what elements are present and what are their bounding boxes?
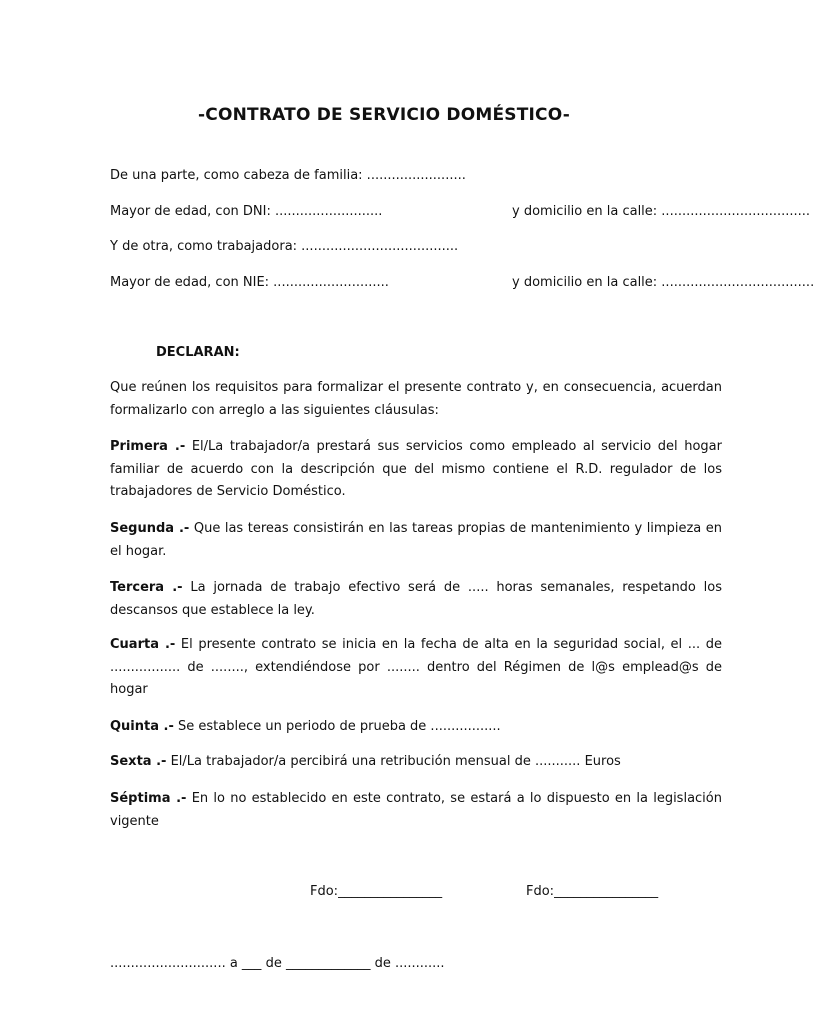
party1-dni-field: Mayor de edad, con DNI: .......................... (110, 204, 383, 219)
signature-worker: Fdo:________________ (526, 884, 659, 899)
clause-fourth-text: El presente contrato se inicia en la fecha de alta en la seguridad social, el ... de ................. de ........, extendiéndose por ........ dentro del Régimen de l@s emplead@s de hogar (110, 637, 723, 697)
clause-seventh-label: Séptima .- (110, 791, 187, 806)
clause-fourth-label: Cuarta .- (110, 637, 176, 652)
clause-seventh-text: En lo no establecido en este contrato, se estará a lo dispuesto en la legislación vigente (110, 791, 722, 829)
clause-fifth (110, 716, 722, 739)
clause-third-label: Tercera .- (110, 580, 183, 595)
clause-second-text: Que las tereas consistirán en las tareas propias de mantenimiento y limpieza en el hogar. (110, 521, 722, 559)
clause-first-label: Primera .- (110, 439, 186, 454)
party-head-of-family-line: De una parte, como cabeza de familia: ........................ (110, 168, 466, 183)
declare-heading: DECLARAN: (156, 345, 240, 360)
clause-second-label: Segunda .- (110, 521, 190, 536)
party1-id-line (110, 204, 811, 219)
party1-address-field: y domicilio en la calle: .................................... (512, 204, 811, 219)
party2-nie-field: Mayor de edad, con NIE: ............................ (110, 275, 389, 290)
clause-sixth-text: El/La trabajador/a percibirá una retribución mensual de ........... Euros (170, 754, 621, 769)
signature-employer: Fdo:________________ (310, 884, 443, 899)
clause-third-text: La jornada de trabajo efectivo será de ..... horas semanales, respetando los descansos que establece la ley. (110, 580, 722, 618)
party-worker-line: Y de otra, como trabajadora: ...................................... (110, 239, 459, 254)
clause-first (110, 436, 722, 504)
clause-second (110, 518, 722, 563)
clause-fourth (110, 634, 722, 702)
clause-fifth-text: Se establece un periodo de prueba de ................. (178, 719, 501, 734)
clause-seventh (110, 788, 722, 833)
clause-first-text: El/La trabajador/a prestará sus servicios como empleado al servicio del hogar familiar de acuerdo con la descripción que del mismo contiene el R.D. regulador de los trabajadores de Servicio Doméstico. (110, 439, 722, 499)
clause-fifth-label: Quinta .- (110, 719, 174, 734)
intro-paragraph: Que reúnen los requisitos para formalizar el presente contrato y, en consecuencia, acuerdan formalizarlo con arreglo a las siguientes cláusulas: (110, 380, 722, 418)
party2-id-line (110, 275, 814, 290)
clause-third (110, 577, 722, 622)
document-title: -CONTRATO DE SERVICIO DOMÉSTICO- (198, 105, 570, 125)
party2-address-field: y domicilio en la calle: ..................................... (512, 275, 814, 290)
place-date-line: ............................ a ___ de _____________ de ............ (110, 956, 445, 971)
clause-sixth (110, 751, 722, 774)
clause-sixth-label: Sexta .- (110, 754, 167, 769)
